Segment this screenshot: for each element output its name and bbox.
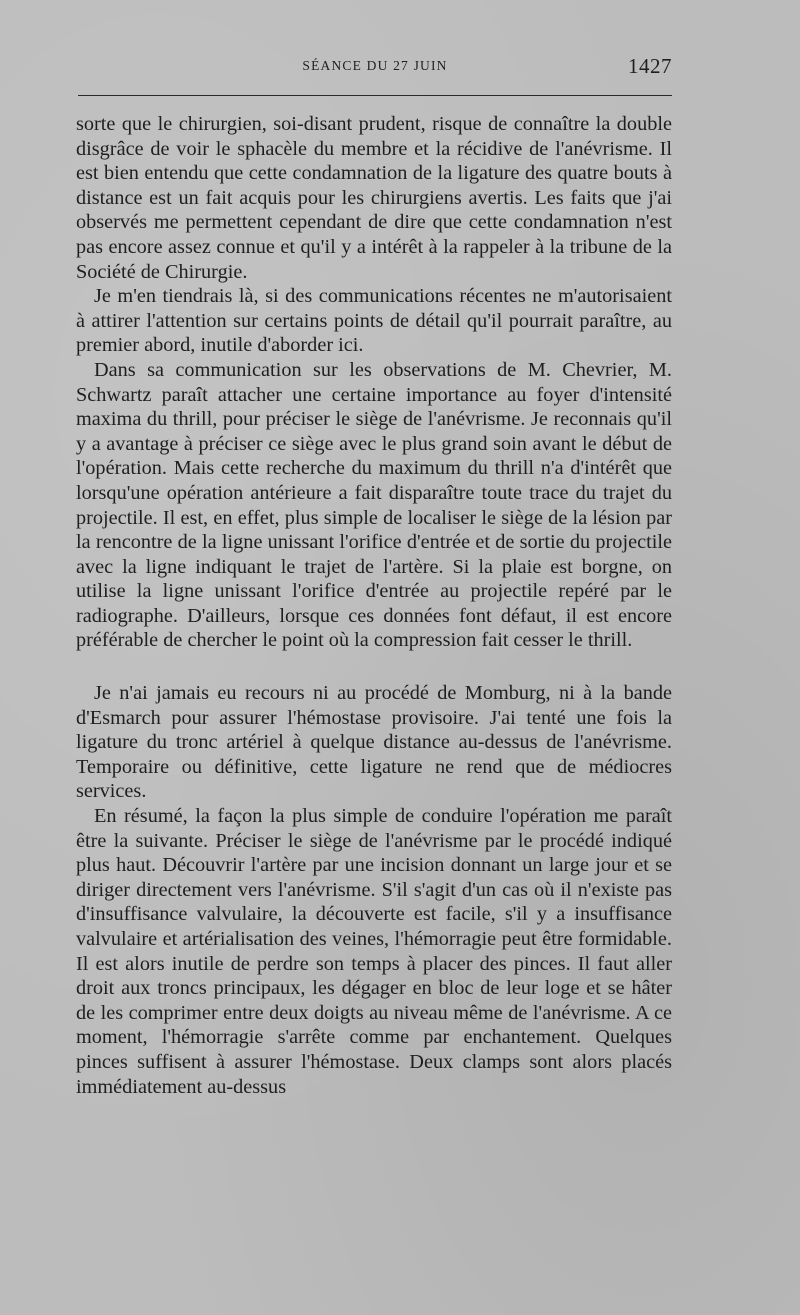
paragraph: En résumé, la façon la plus simple de conduire l'opération me paraît être la suivante. Préciser le siège de l'anévrisme par le procédé indiqué plus haut. Découvrir l'artère par une incision donnant un large jour et se diriger directement vers l'anévrisme. S'il s'agit d'un cas où il n'existe pas d'insuffisance valvulaire, la découverte est facile, s'il y a insuffisance valvulaire et artérialisation des veines, l'hémorragie peut être formidable. Il est alors inutile de perdre son temps à placer des pinces. Il faut aller droit aux troncs principaux, les dégager en bloc de leur loge et se hâter de les comprimer entre deux doigts au niveau même de l'anévrisme. A ce moment, l'hémorragie s'arrête comme par enchantement. Quelques pinces suffisent à assurer l'hémostase. Deux clamps sont alors placés immédiatement au-dessus xyxy=(76,805,672,1098)
page-number: 1427 xyxy=(628,54,672,78)
header-rule xyxy=(78,95,672,96)
page-header xyxy=(78,56,672,82)
body-text xyxy=(76,112,672,1099)
paragraph: Dans sa communication sur les observations de M. Chevrier, M. Schwartz paraît attacher une certaine importance au foyer d'intensité maxima du thrill, pour préciser le siège de l'anévrisme. Je reconnais qu'il y a avantage à préciser ce siège avec le plus grand soin avant le début de l'opération. Mais cette recherche du maximum du thrill n'a d'intérêt que lorsqu'une opération antérieure a fait disparaître toute trace du trajet du projectile. Il est, en effet, plus simple de localiser le siège de la lésion par la rencontre de la ligne unissant l'orifice d'entrée et de sortie du projectile avec la ligne indiquant le trajet de l'artère. Si la plaie est borgne, on utilise la ligne unissant l'orifice d'entrée au projectile repéré par le radiographe. D'ailleurs, lorsque ces données font défaut, il est encore préférable de chercher le point où la compression fait cesser le thrill. xyxy=(76,358,672,652)
paragraph: Je n'ai jamais eu recours ni au procédé de Momburg, ni à la bande d'Esmarch pour assurer l'hémostase provisoire. J'ai tenté une fois la ligature du tronc artériel à quelque distance au-dessus de l'anévrisme. Temporaire ou définitive, cette ligature ne rend que de médiocres services. xyxy=(76,682,672,803)
running-head: SÉANCE DU 27 JUIN xyxy=(302,58,448,73)
paragraph: sorte que le chirurgien, soi-disant prudent, risque de connaître la double disgrâce de voir le sphacèle du membre et la récidive de l'anévrisme. Il est bien entendu que cette condamnation de la ligature des quatre bouts à distance est un fait acquis pour les chirurgiens avertis. Les faits que j'ai observés me permettent cependant de dire que cette condamnation n'est pas encore assez connue et qu'il y a intérêt à la rappeler à la tribune de la Société de Chirurgie. xyxy=(76,113,672,283)
paragraph: Je m'en tiendrais là, si des communications récentes ne m'autorisaient à attirer l'attention sur certains points de détail qu'il pourrait paraître, au premier abord, inutile d'aborder ici. xyxy=(76,285,672,357)
section-gap xyxy=(76,653,672,681)
